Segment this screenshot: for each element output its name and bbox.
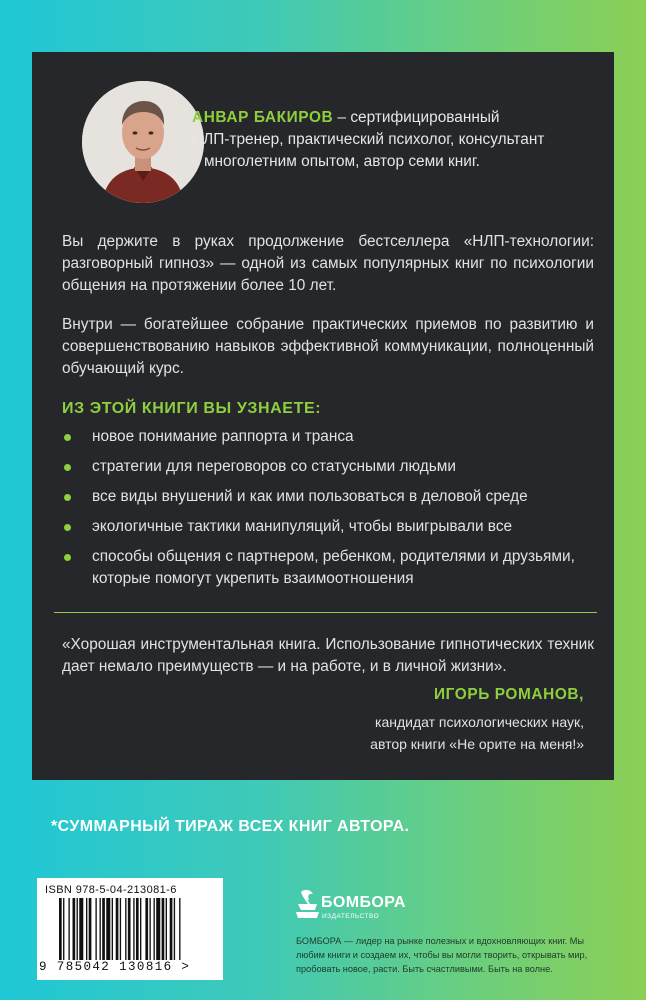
publisher-logo-subtitle: ИЗДАТЕЛЬСТВО	[322, 913, 380, 920]
barcode-bars-icon	[59, 898, 219, 960]
list-item-text: все виды внушений и как ими пользоваться в деловой среде	[92, 488, 528, 505]
publisher-logo-name: БОМБОРА	[321, 894, 406, 911]
bullet-icon	[64, 524, 71, 531]
section-title: ИЗ ЭТОЙ КНИГИ ВЫ УЗНАЕТЕ:	[62, 400, 322, 417]
review-quote: «Хорошая инструментальная книга. Использование гипнотических техник дает немало преимуществ — и на работе, и в личной жизни».	[62, 636, 594, 675]
isbn-label: ISBN 978-5-04-213081-6	[45, 884, 177, 896]
author-bio	[192, 107, 582, 173]
quote-author: ИГОРЬ РОМАНОВ,	[433, 686, 584, 703]
list-item-text: стратегии для переговоров со статусными людьми	[92, 458, 456, 475]
author-name: АНВАР БАКИРОВ	[192, 109, 334, 126]
barcode-digits: 9 785042 130816 >	[39, 960, 191, 974]
learning-points-list	[62, 426, 602, 598]
barcode	[37, 878, 223, 980]
bullet-icon	[64, 554, 71, 561]
list-item	[62, 516, 602, 538]
list-item-text: экологичные тактики манипуляций, чтобы выигрывали все	[92, 518, 513, 535]
author-portrait-icon	[82, 81, 204, 203]
intro-paragraph: Вы держите в руках продолжение бестселлера «НЛП-технологии: разговорный гипноз» — одной из самых популярных книг по психологии общения на протяжении более 10 лет.	[62, 233, 594, 294]
list-item-text: способы общения с партнером, ребенком, родителями и друзьями, которые помогут укрепить взаимоотношения	[92, 548, 575, 587]
divider	[54, 612, 597, 613]
list-item	[62, 546, 602, 590]
bullet-icon	[64, 464, 71, 471]
list-item	[62, 486, 602, 508]
author-bio-line1: – сертифицированный	[333, 109, 500, 126]
back-cover-panel	[32, 52, 614, 780]
contents-paragraph: Внутри — богатейшее собрание практических приемов по развитию и совершенствованию навыков эффективной коммуникации, полноценный обучающий курс.	[62, 316, 594, 377]
author-bio-line2: НЛП-тренер, практический психолог, консультант	[192, 131, 545, 148]
list-item	[62, 456, 602, 478]
bullet-icon	[64, 494, 71, 501]
author-bio-line3: с многолетним опытом, автор семи книг.	[192, 153, 480, 170]
list-item	[62, 426, 602, 448]
quote-credit-line1: кандидат психологических наук,	[375, 714, 584, 730]
bullet-icon	[64, 434, 71, 441]
quote-credit-line2: автор книги «Не орите на меня!»	[370, 736, 584, 752]
author-photo	[82, 81, 204, 203]
publisher-description: БОМБОРА — лидер на рынке полезных и вдохновляющих книг. Мы любим книги и создаем их, чтобы вы могли творить, открывать мир, пробовать новое, расти. Быть счастливыми. Быть на волне.	[296, 936, 588, 974]
list-item-text: новое понимание раппорта и транса	[92, 428, 354, 445]
quote-credits	[370, 711, 584, 755]
footnote: *СУММАРНЫЙ ТИРАЖ ВСЕХ КНИГ АВТОРА.	[51, 818, 410, 835]
